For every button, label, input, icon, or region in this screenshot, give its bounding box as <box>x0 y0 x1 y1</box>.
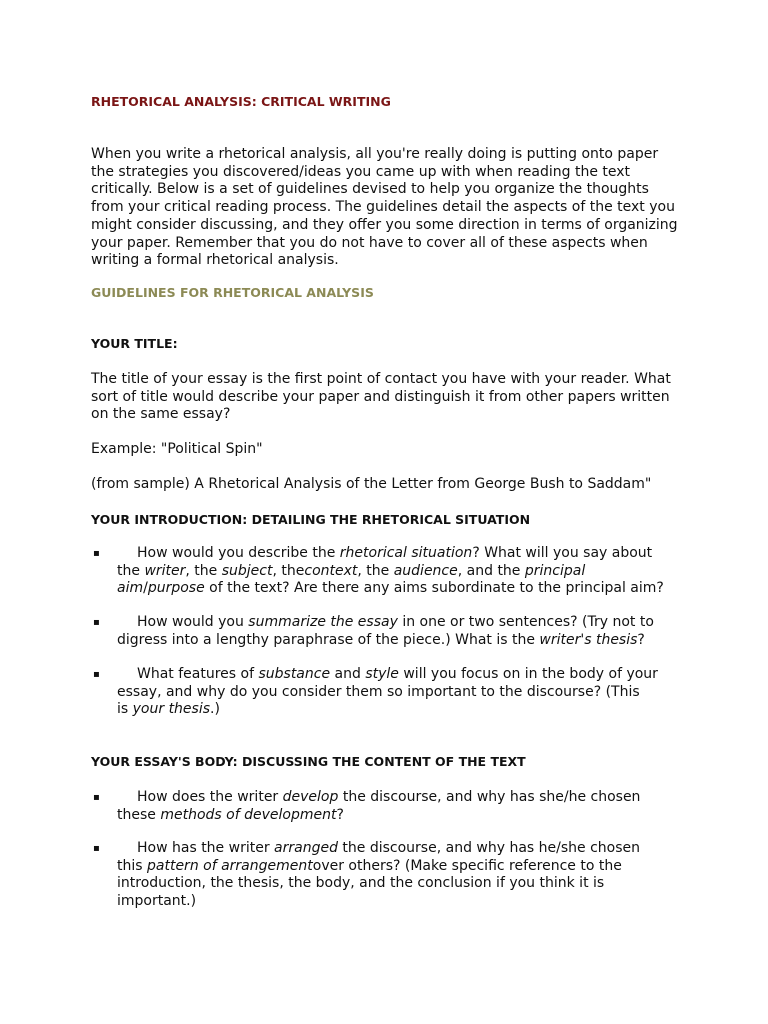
text-line: critically. Below is a set of guidelines devised to help you organize the thoughts <box>91 181 649 198</box>
text-line: When you write a rhetorical analysis, all you're really doing is putting onto paper <box>91 146 659 162</box>
body-section-heading: YOUR ESSAY'S BODY: DISCUSSING THE CONTENT OF THE TEXT <box>91 754 526 769</box>
introduction-section-heading: YOUR INTRODUCTION: DETAILING THE RHETORICAL SITUATION <box>91 512 531 527</box>
text-line: your paper. Remember that you do not have to cover all of these aspects when <box>91 234 648 251</box>
text-line: on the same essay? <box>91 406 231 423</box>
list-item: ▪ How would you describe the rhetorical situation? What will you say about the writer, the subject, thecontext, the audience, and the principal aim/purpose of the text? Are there any aims subordinate to the principal aim? <box>93 545 664 596</box>
sample-line: (from sample) A Rhetorical Analysis of the Letter from George Bush to Saddam" <box>91 476 652 492</box>
list-item: ▪ How would you summarize the essay in one or two sentences? (Try not to digress into a lengthy paraphrase of the piece.) What is the writer's thesis? <box>93 614 654 648</box>
text-line: The title of your essay is the first point of contact you have with your reader. What <box>91 371 671 387</box>
bullet-icon: ▪ <box>93 669 100 680</box>
document-title: RHETORICAL ANALYSIS: CRITICAL WRITING <box>91 94 391 109</box>
title-section-paragraph <box>91 371 691 424</box>
bullet-icon: ▪ <box>93 548 100 559</box>
text-line: from your critical reading process. The guidelines detail the aspects of the text you <box>91 199 675 216</box>
bullet-icon: ▪ <box>93 843 100 854</box>
example-line: Example: "Political Spin" <box>91 441 263 457</box>
text-line: sort of title would describe your paper and distinguish it from other papers written <box>91 388 670 405</box>
bullet-icon: ▪ <box>93 617 100 628</box>
list-item: ▪ What features of substance and style will you focus on in the body of your essay, and why do you consider them so important to the discourse? (This is your thesis.) <box>93 666 658 717</box>
list-item: ▪ How has the writer arranged the discourse, and why has he/she chosen this pattern of arrangementover others? (Make specific reference to the introduction, the thesis, the body, and the conclusion if you think it is important.) <box>93 840 641 909</box>
example-text <box>91 441 691 459</box>
text-line: might consider discussing, and they offer you some direction in terms of organizing <box>91 216 678 233</box>
guidelines-heading: GUIDELINES FOR RHETORICAL ANALYSIS <box>91 285 374 300</box>
intro-paragraph <box>91 146 691 270</box>
sample-text <box>91 476 691 494</box>
text-line: writing a formal rhetorical analysis. <box>91 252 339 269</box>
title-section-heading: YOUR TITLE: <box>91 336 178 351</box>
text-line: the strategies you discovered/ideas you came up with when reading the text <box>91 163 631 180</box>
bullet-icon: ▪ <box>93 792 100 803</box>
list-item: ▪ How does the writer develop the discourse, and why has she/he chosen these methods of development? <box>93 789 641 823</box>
